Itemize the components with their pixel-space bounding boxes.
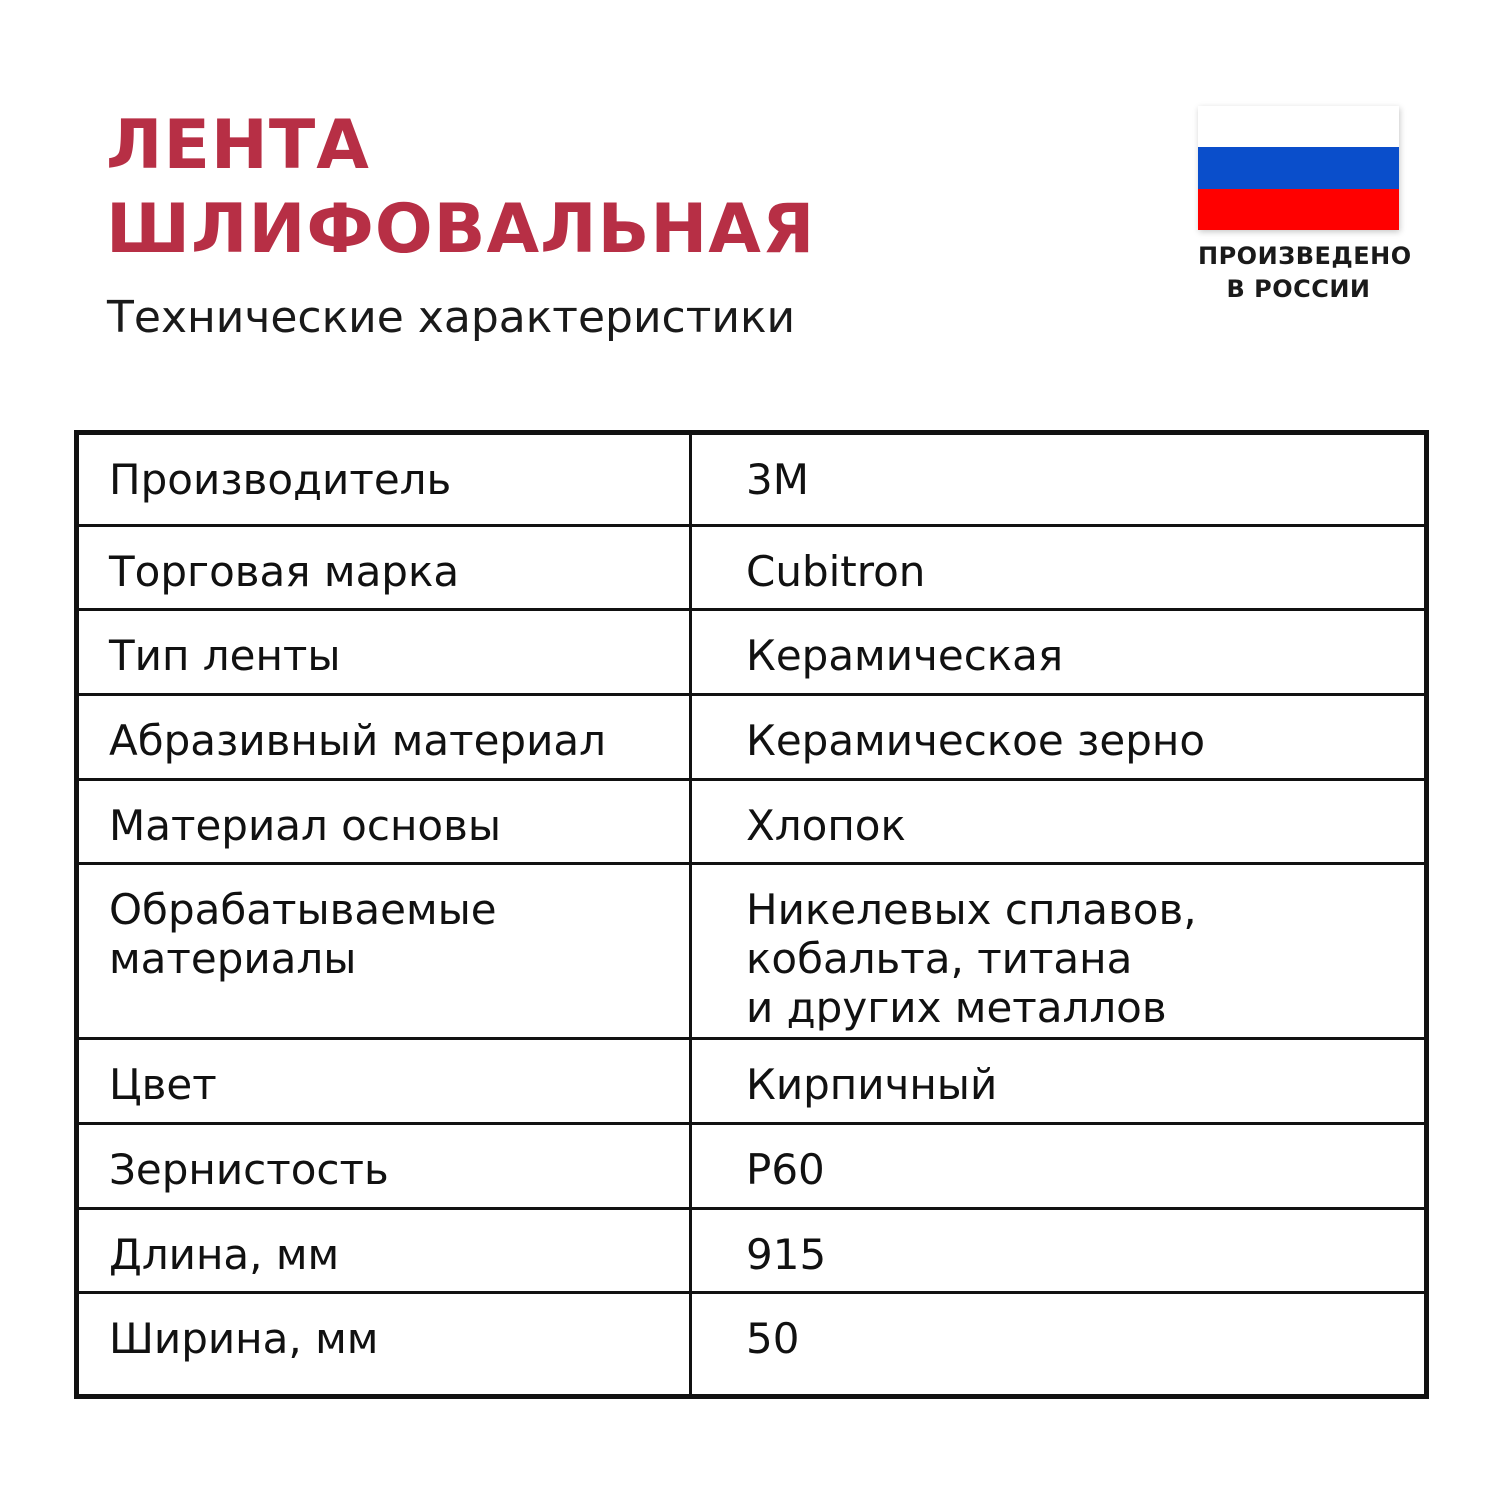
spec-name-cell [77,1039,691,1124]
spec-name-cell [77,1208,691,1293]
spec-name: Обрабатываемые материалы [109,885,497,984]
spec-name: Материал основы [109,800,502,850]
spec-value: Керамическое зерно [746,715,1206,765]
table-row [77,1123,1427,1208]
spec-value-cell [691,864,1427,1039]
table-row [77,1039,1427,1124]
table-row [77,1208,1427,1293]
spec-value: 50 [746,1314,800,1364]
spec-value: P60 [746,1144,825,1194]
spec-name-cell [77,610,691,695]
spec-value-cell [691,694,1427,779]
spec-name: Зернистость [109,1144,389,1194]
table-row [77,525,1427,610]
table-row [77,864,1427,1039]
spec-name: Торговая марка [109,546,460,596]
spec-value-cell [691,1208,1427,1293]
spec-value-cell [691,525,1427,610]
spec-value: Хлопок [746,800,906,850]
spec-name-cell [77,864,691,1039]
flag-stripe-red [1198,189,1399,230]
spec-name: Цвет [109,1060,217,1110]
spec-name: Ширина, мм [109,1314,379,1364]
spec-name-cell [77,525,691,610]
page-subtitle: Технические характеристики [107,292,796,343]
spec-value-cell [691,1039,1427,1124]
spec-name: Абразивный материал [109,715,606,765]
title-line-1: ЛЕНТА [106,106,370,185]
table-row [77,433,1427,526]
badge-line-2: В РОССИИ [1226,275,1371,303]
table-row [77,694,1427,779]
spec-value: Никелевых сплавов, кобальта, титана и других металлов [746,885,1197,1033]
made-in-russia-badge [1198,106,1412,306]
spec-name-cell [77,694,691,779]
spec-value: 915 [746,1229,827,1279]
spec-value-cell [691,433,1427,526]
spec-value: 3M [746,455,809,504]
spec-value: Керамическая [746,631,1064,681]
table-row [77,610,1427,695]
made-in-russia-label [1198,240,1412,306]
badge-line-1: ПРОИЗВЕДЕНО [1198,242,1412,270]
flag-stripe-blue [1198,147,1399,188]
spec-name-cell [77,779,691,864]
spec-value-cell [691,1123,1427,1208]
spec-name: Длина, мм [109,1229,340,1279]
page-title [106,104,1006,272]
spec-name: Тип ленты [109,631,341,681]
spec-value-cell [691,610,1427,695]
specs-table [74,430,1429,1399]
spec-name-cell [77,1123,691,1208]
table-row [77,779,1427,864]
title-line-2: ШЛИФОВАЛЬНАЯ [106,190,816,269]
spec-name-cell [77,1293,691,1397]
russian-flag-icon [1198,106,1399,230]
spec-name-cell [77,433,691,526]
spec-value-cell [691,779,1427,864]
spec-value: Кирпичный [746,1060,998,1110]
flag-stripe-white [1198,106,1399,147]
spec-name: Производитель [109,455,452,504]
spec-value-cell [691,1293,1427,1397]
spec-value: Cubitron [746,546,926,596]
table-row [77,1293,1427,1397]
